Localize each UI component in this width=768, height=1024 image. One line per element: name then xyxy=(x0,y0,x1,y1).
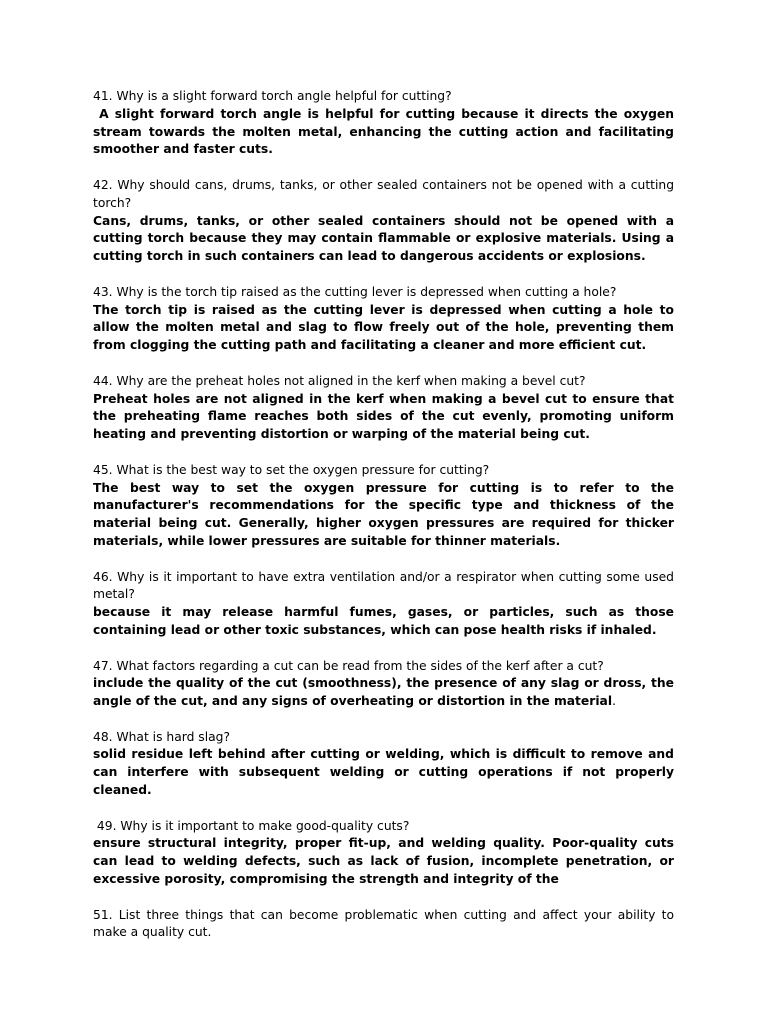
qa-item-51 xyxy=(93,907,674,943)
answer-46: because it may release harmful fumes, gases, or particles, such as those containing lead or other toxic substances, which can pose health risks if inhaled. xyxy=(93,605,674,637)
question-45: 45. What is the best way to set the oxygen pressure for cutting? xyxy=(93,462,490,477)
qa-item-43 xyxy=(93,284,674,355)
qa-item-44 xyxy=(93,373,674,444)
question-42: 42. Why should cans, drums, tanks, or other sealed containers not be opened with a cutting torch? xyxy=(93,177,674,210)
question-41: 41. Why is a slight forward torch angle helpful for cutting? xyxy=(93,89,452,103)
answer-49: ensure structural integrity, proper fit-up, and welding quality. Poor-quality cuts can lead to welding defects, such as lack of fusion, incomplete penetration, or excessive porosity, compromising the strength and integrity of the xyxy=(93,836,674,887)
question-46: 46. Why is it important to have extra ventilation and/or a respirator when cutting some used metal? xyxy=(93,569,674,602)
answer-42: Cans, drums, tanks, or other sealed containers should not be opened with a cutting torch because they may contain flammable or explosive materials. Using a cutting torch in such containers can lead to dangerous accidents or explosions. xyxy=(93,213,674,264)
question-47: 47. What factors regarding a cut can be read from the sides of the kerf after a cut? xyxy=(93,658,604,673)
question-43: 43. Why is the torch tip raised as the cutting lever is depressed when cutting a hole? xyxy=(93,284,617,299)
qa-item-45 xyxy=(93,462,674,551)
qa-item-48 xyxy=(93,729,674,800)
answer-45: The best way to set the oxygen pressure for cutting is to refer to the manufacturer's recommendations for the specific type and thickness of the material being cut. Generally, higher oxygen pressures are required for thicker materials, while lower pressures are suitable for thinner materials. xyxy=(93,480,674,548)
qa-item-42 xyxy=(93,177,674,266)
answer-48: solid residue left behind after cutting or welding, which is difficult to remove and can interfere with subsequent welding or cutting operations if not properly cleaned. xyxy=(93,747,674,798)
question-49: 49. Why is it important to make good-quality cuts? xyxy=(93,818,410,833)
answer-44: Preheat holes are not aligned in the kerf when making a bevel cut to ensure that the preheating flame reaches both sides of the cut evenly, promoting uniform heating and preventing distortion or warping of the material being cut. xyxy=(93,391,674,442)
question-48: 48. What is hard slag? xyxy=(93,729,230,744)
question-44: 44. Why are the preheat holes not aligned in the kerf when making a bevel cut? xyxy=(93,373,586,388)
qa-item-41 xyxy=(93,88,679,159)
answer-47-period: . xyxy=(612,694,616,709)
qa-item-47 xyxy=(93,658,674,711)
question-51: 51. List three things that can become problematic when cutting and affect your ability to make a quality cut. xyxy=(93,907,674,940)
answer-47-paragraph xyxy=(93,675,674,711)
qa-item-46 xyxy=(93,569,674,640)
document-page xyxy=(93,88,679,960)
qa-item-49 xyxy=(93,818,674,889)
answer-41: A slight forward torch angle is helpful for cutting because it directs the oxygen stream towards the molten metal, enhancing the cutting action and facilitating smoother and faster cuts. xyxy=(93,106,679,157)
answer-47: include the quality of the cut (smoothness), the presence of any slag or dross, the angle of the cut, and any signs of overheating or distortion in the material xyxy=(93,676,674,709)
answer-43: The torch tip is raised as the cutting lever is depressed when cutting a hole to allow the molten metal and slag to flow freely out of the hole, preventing them from clogging the cutting path and facilitating a cleaner and more efficient cut. xyxy=(93,302,674,353)
